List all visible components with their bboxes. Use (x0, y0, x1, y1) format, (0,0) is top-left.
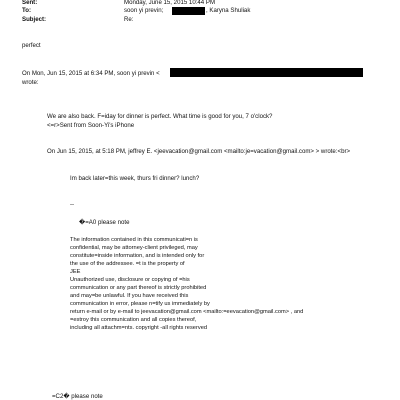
redaction-box (172, 7, 205, 15)
disclaimer-line: confidential, may be attorney-client privileged, may (70, 245, 198, 251)
disclaimer-line: communication in error, please n=tify us immediately by (70, 301, 210, 307)
subject-label: Subject: (22, 16, 47, 23)
quote-header: On Mon, Jun 15, 2015 at 6:34 PM, soon yi previn < (22, 70, 160, 77)
separator: -- (70, 201, 75, 208)
disclaimer-line: Unauthorized use, disclosure or copying of =his (70, 277, 190, 283)
redaction-box (170, 68, 363, 77)
message-line: We are also back. F=iday for dinner is perfect. What time is good for you, 7 o'clock? (47, 113, 273, 120)
note-heading: �=A0 please note (79, 219, 130, 226)
sent-label: Sent: (22, 0, 38, 6)
disclaimer-line: and may=be unlawful. If you have received this (70, 293, 189, 299)
message-line: <=r>Sent from Soon-Yi's iPhone (47, 122, 135, 129)
to-value-tail: , Karyna Shuliak (206, 7, 251, 14)
disclaimer-line: the use of the addressee. =t is the property of (70, 261, 185, 267)
disclaimer-line: The information contained in this communicati=n is (70, 237, 198, 243)
bottom-note: =C2� please note (52, 393, 103, 400)
sent-value: Monday, June 15, 2015 10:44 PM (124, 0, 216, 6)
disclaimer-line: return e-mail or by e-mail to jeevacation@gmail.com <mailto:=eevacation@gmail.com> , and (70, 309, 304, 315)
reply-text: perfect (22, 42, 41, 49)
disclaimer-line: including all attachm=nts. copyright -all rights reserved (70, 325, 208, 331)
disclaimer-line: constitute=inside information, and is intended only for (70, 253, 205, 259)
to-label: To: (22, 7, 32, 14)
disclaimer-line: communication or any part thereof is strictly prohibited (70, 285, 207, 291)
subject-value: Re: (124, 16, 134, 23)
disclaimer-line: =estroy this communication and all copies thereof, (70, 317, 197, 323)
nested-message: Im back later=this week, thurs fri dinner? lunch? (70, 175, 200, 182)
quote-header-wrote: wrote: (22, 79, 39, 86)
disclaimer-line: JEE (70, 269, 81, 275)
nested-header: On Jun 15, 2015, at 5:18 PM, jeffrey E. <jeevacation@gmail.com <mailto:je=vacation@gmail.com> > wrote:<br> (47, 148, 351, 155)
to-value: soon yi previn; (124, 7, 164, 14)
